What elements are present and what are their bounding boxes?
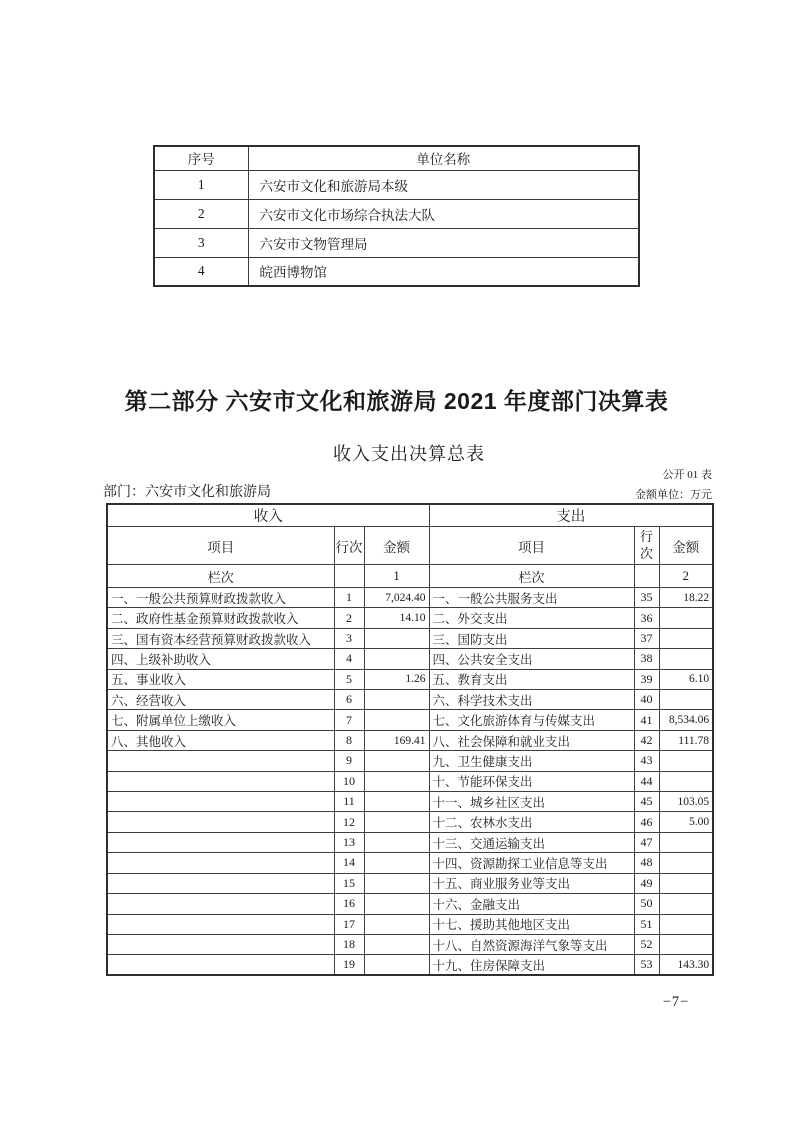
expense-line-cell: 49 [634,873,659,893]
income-column-number: 1 [364,565,429,588]
expense-line-cell: 43 [634,751,659,771]
income-item-cell: 四、上级补助收入 [107,649,334,669]
expense-amount-cell [659,853,713,873]
expense-item-cell: 十八、自然资源海洋气象等支出 [429,934,634,954]
income-item-cell: 三、国有资本经营预算财政拨款收入 [107,628,334,648]
income-item-cell: 一、一般公共预算财政拨款收入 [107,588,334,608]
units-table-row [154,257,639,286]
income-amount-cell [364,914,429,934]
public-form-label: 公开 01 表 [662,469,712,481]
income-amount-cell [364,934,429,954]
budget-table-row [107,812,713,832]
income-lan-line-blank [334,565,364,588]
expense-line-cell: 35 [634,588,659,608]
expense-item-cell: 十一、城乡社区支出 [429,792,634,812]
expense-line-cell: 46 [634,812,659,832]
budget-table-row [107,710,713,730]
income-item-cell: 二、政府性基金预算财政拨款收入 [107,608,334,628]
expense-line-cell: 39 [634,669,659,689]
income-line-cell: 19 [334,955,364,975]
income-item-cell [107,955,334,975]
expense-amount-cell [659,873,713,893]
income-item-cell [107,914,334,934]
budget-table-row [107,914,713,934]
expense-amount-cell [659,608,713,628]
expense-line-cell: 50 [634,894,659,914]
units-table-header-name: 单位名称 [248,146,639,170]
income-amount-cell [364,792,429,812]
income-amount-cell [364,812,429,832]
expense-line-cell: 40 [634,690,659,710]
income-line-cell: 13 [334,832,364,852]
income-amount-cell [364,690,429,710]
income-item-cell: 七、附属单位上缴收入 [107,710,334,730]
income-amount-cell [364,710,429,730]
income-line-cell: 1 [334,588,364,608]
expense-amount-cell: 143.30 [659,955,713,975]
expense-amount-cell: 8,534.06 [659,710,713,730]
expense-item-cell: 一、一般公共服务支出 [429,588,634,608]
budget-table-body [107,588,713,976]
expense-item-cell: 十二、农林水支出 [429,812,634,832]
units-table [153,145,640,287]
income-line-cell: 2 [334,608,364,628]
budget-table-row [107,873,713,893]
income-line-cell: 12 [334,812,364,832]
budget-table [106,503,714,976]
income-line-cell: 11 [334,792,364,812]
income-item-cell [107,873,334,893]
units-table-body [154,170,639,286]
income-amount-cell [364,955,429,975]
expense-line-cell: 48 [634,853,659,873]
income-amount-cell [364,832,429,852]
expense-amount-cell [659,690,713,710]
income-line-cell: 18 [334,934,364,954]
budget-table-row [107,588,713,608]
expense-amount-cell [659,649,713,669]
department-label: 部门：六安市文化和旅游局 [103,485,271,500]
budget-column-header-row [107,527,713,565]
expense-item-cell: 十四、资源勘探工业信息等支出 [429,853,634,873]
income-item-cell [107,832,334,852]
income-amount-cell: 7,024.40 [364,588,429,608]
income-amount-cell [364,853,429,873]
budget-table-row [107,628,713,648]
income-amount-cell [364,649,429,669]
expense-amount-cell: 5.00 [659,812,713,832]
budget-table-row [107,690,713,710]
income-line-cell: 6 [334,690,364,710]
expense-lan-label: 栏次 [429,565,634,588]
expense-amount-cell [659,628,713,648]
income-amount-cell: 1.26 [364,669,429,689]
budget-table-row [107,853,713,873]
expense-line-cell: 36 [634,608,659,628]
expense-amount-cell [659,914,713,934]
expense-lan-line-blank [634,565,659,588]
income-amount-cell: 169.41 [364,730,429,750]
expense-amount-cell [659,771,713,791]
budget-table-row [107,771,713,791]
income-item-cell: 五、事业收入 [107,669,334,689]
budget-table-row [107,955,713,975]
part-title: 第二部分 六安市文化和旅游局 2021 年度部门决算表 [124,388,669,414]
budget-table-row [107,934,713,954]
expense-item-cell: 五、教育支出 [429,669,634,689]
expense-line-cell: 53 [634,955,659,975]
unit-name-cell: 六安市文化和旅游局本级 [248,170,639,199]
income-item-cell: 八、其他收入 [107,730,334,750]
income-item-cell [107,894,334,914]
income-item-cell [107,771,334,791]
expense-amount-cell: 18.22 [659,588,713,608]
expense-item-cell: 十三、交通运输支出 [429,832,634,852]
expense-amount-cell: 103.05 [659,792,713,812]
expense-item-cell: 七、文化旅游体育与传媒支出 [429,710,634,730]
amount-unit-label: 金额单位：万元 [635,489,712,501]
expense-item-header: 项目 [429,527,634,565]
unit-number-cell: 2 [154,199,248,228]
budget-table-row [107,730,713,750]
expense-column-number: 2 [659,565,713,588]
income-line-cell: 15 [334,873,364,893]
expense-item-cell: 四、公共安全支出 [429,649,634,669]
expense-item-cell: 十五、商业服务业等支出 [429,873,634,893]
expense-amount-cell: 111.78 [659,730,713,750]
page-number: −7− [662,994,690,1010]
expense-line-cell: 47 [634,832,659,852]
expense-item-cell: 六、科学技术支出 [429,690,634,710]
expense-item-cell: 十六、金融支出 [429,894,634,914]
budget-table-row [107,669,713,689]
expense-line-cell: 38 [634,649,659,669]
expense-item-cell: 十七、援助其他地区支出 [429,914,634,934]
expense-amount-header: 金额 [659,527,713,565]
income-section-header: 收入 [107,504,429,527]
income-line-header: 行次 [334,527,364,565]
unit-name-cell: 六安市文物管理局 [248,228,639,257]
income-item-cell [107,812,334,832]
income-line-cell: 10 [334,771,364,791]
income-item-cell [107,751,334,771]
expense-item-cell: 十九、住房保障支出 [429,955,634,975]
unit-name-cell: 皖西博物馆 [248,257,639,286]
expense-line-cell: 45 [634,792,659,812]
income-amount-cell [364,771,429,791]
expense-amount-cell [659,894,713,914]
unit-number-cell: 3 [154,228,248,257]
units-table-header-no: 序号 [154,146,248,170]
expense-line-cell: 52 [634,934,659,954]
unit-number-cell: 1 [154,170,248,199]
budget-table-row [107,608,713,628]
budget-table-row [107,649,713,669]
table-title: 收入支出决算总表 [333,444,485,464]
expense-line-cell: 44 [634,771,659,791]
income-amount-cell [364,751,429,771]
expense-item-cell: 十、节能环保支出 [429,771,634,791]
income-line-cell: 7 [334,710,364,730]
expense-item-cell: 二、外交支出 [429,608,634,628]
units-table-header-row [154,146,639,170]
income-line-cell: 4 [334,649,364,669]
income-item-cell [107,792,334,812]
expense-line-cell: 37 [634,628,659,648]
expense-item-cell: 三、国防支出 [429,628,634,648]
income-line-cell: 16 [334,894,364,914]
income-amount-cell [364,628,429,648]
units-table-row [154,170,639,199]
income-line-cell: 5 [334,669,364,689]
expense-amount-cell [659,751,713,771]
income-line-cell: 8 [334,730,364,750]
expense-section-header: 支出 [429,504,713,527]
unit-number-cell: 4 [154,257,248,286]
expense-item-cell: 九、卫生健康支出 [429,751,634,771]
budget-table-row [107,832,713,852]
income-amount-cell: 14.10 [364,608,429,628]
column-index-row [107,565,713,588]
income-line-cell: 17 [334,914,364,934]
income-item-cell: 六、经营收入 [107,690,334,710]
budget-section-header-row [107,504,713,527]
income-item-cell [107,934,334,954]
budget-table-row [107,751,713,771]
unit-name-cell: 六安市文化市场综合执法大队 [248,199,639,228]
income-amount-header: 金额 [364,527,429,565]
income-item-header: 项目 [107,527,334,565]
expense-line-cell: 51 [634,914,659,934]
income-line-cell: 9 [334,751,364,771]
income-item-cell [107,853,334,873]
expense-line-cell: 42 [634,730,659,750]
budget-table-row [107,894,713,914]
units-table-row [154,228,639,257]
income-lan-label: 栏次 [107,565,334,588]
expense-line-header: 行次 [634,527,659,565]
income-line-cell: 3 [334,628,364,648]
income-amount-cell [364,894,429,914]
expense-line-cell: 41 [634,710,659,730]
units-table-row [154,199,639,228]
expense-amount-cell [659,934,713,954]
income-amount-cell [364,873,429,893]
expense-amount-cell [659,832,713,852]
budget-table-row [107,792,713,812]
expense-item-cell: 八、社会保障和就业支出 [429,730,634,750]
expense-amount-cell: 6.10 [659,669,713,689]
income-line-cell: 14 [334,853,364,873]
